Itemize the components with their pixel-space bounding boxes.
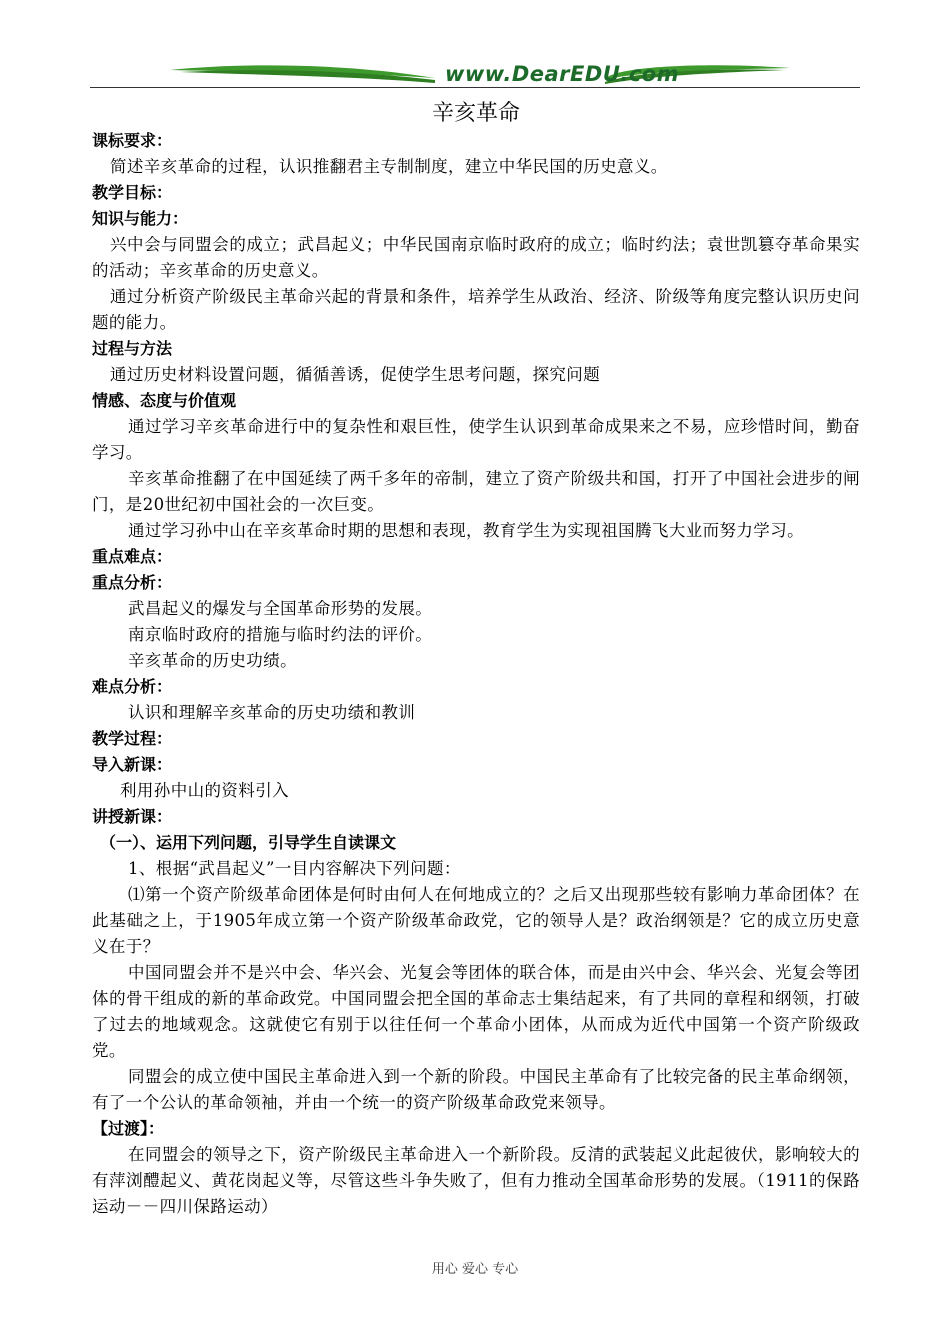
transition-heading: 【过渡】：	[92, 1119, 165, 1138]
answer-paragraph-2: 同盟会的成立使中国民主革命进入到一个新的阶段。中国民主革命有了比较完备的民主革命纲领，有了一个公认的革命领袖，并由一个统一的资产阶级革命政党来领导。	[92, 1067, 860, 1112]
diff-text: 认识和理解辛亥革命的历史功绩和教训	[128, 703, 416, 722]
key-item: 南京临时政府的措施与临时约法的评价。	[128, 625, 433, 644]
kebiao-heading: 课标要求：	[92, 131, 173, 150]
knowledge-heading: 知识与能力：	[92, 209, 189, 228]
process-text: 通过历史材料设置问题，循循善诱，促使学生思考问题，探究问题	[110, 365, 601, 384]
teach-heading: 教学过程：	[92, 729, 173, 748]
question-1-heading: 1、根据“武昌起义”一目内容解决下列问题：	[128, 859, 461, 878]
key-item: 辛亥革命的历史功绩。	[128, 651, 297, 670]
question-1-subquestion: ⑴第一个资产阶级革命团体是何时由何人在何地成立的？之后又出现那些较有影响力革命团体？在此基础之上，于1905年成立第一个资产阶级革命政党，它的领导人是？政治纲领是？它的成立历史意义在于？	[92, 885, 860, 956]
intro-heading: 导入新课：	[92, 755, 173, 774]
transition-text: 在同盟会的领导之下，资产阶级民主革命进入一个新阶段。反清的武装起义此起彼伏，影响较大的有萍浏醴起义、黄花岗起义等，尽管这些斗争失败了，但有力推动全国革命形势的发展。（1911的保路运动－－四川保路运动）	[92, 1145, 860, 1216]
knowledge-paragraph-1: 兴中会与同盟会的成立；武昌起义；中华民国南京临时政府的成立；临时约法；袁世凯篡夺革命果实的活动；辛亥革命的历史意义。	[92, 235, 860, 280]
header-divider	[90, 87, 860, 88]
key-heading: 重点分析：	[92, 573, 173, 592]
diff-heading: 难点分析：	[92, 677, 173, 696]
emotion-paragraph-2: 辛亥革命推翻了在中国延续了两千多年的帝制，建立了资产阶级共和国，打开了中国社会进步的闸门，是20世纪初中国社会的一次巨变。	[92, 469, 860, 514]
site-logo[interactable]: www.DearEDU.com	[445, 62, 680, 86]
emotion-paragraph-3: 通过学习孙中山在辛亥革命时期的思想和表现，教育学生为实现祖国腾飞大业而努力学习。	[128, 521, 804, 540]
document-body	[92, 98, 860, 1220]
lecture-heading: 讲授新课：	[92, 807, 173, 826]
header-banner	[90, 58, 860, 90]
emotion-paragraph-1: 通过学习辛亥革命进行中的复杂性和艰巨性，使学生认识到革命成果来之不易，应珍惜时间，勤奋学习。	[92, 417, 860, 462]
key-item: 武昌起义的爆发与全国革命形势的发展。	[128, 599, 433, 618]
emotion-heading: 情感、态度与价值观	[92, 391, 237, 410]
keydiff-heading: 重点难点：	[92, 547, 173, 566]
page-title: 辛亥革命	[431, 101, 520, 126]
goal-heading: 教学目标：	[92, 183, 173, 202]
part1-heading: （一）、运用下列问题，引导学生自读课文	[100, 833, 397, 852]
process-heading: 过程与方法	[92, 339, 173, 358]
intro-text: 利用孙中山的资料引入	[120, 781, 289, 800]
knowledge-paragraph-2: 通过分析资产阶级民主革命兴起的背景和条件，培养学生从政治、经济、阶级等角度完整认识历史问题的能力。	[92, 287, 860, 332]
page-footer: 用心 爱心 专心	[431, 1262, 519, 1277]
answer-paragraph-1: 中国同盟会并不是兴中会、华兴会、光复会等团体的联合体，而是由兴中会、华兴会、光复会等团体的骨干组成的新的革命政党。中国同盟会把全国的革命志士集结起来，有了共同的章程和纲领，打破了过去的地域观念。这就使它有别于以往任何一个革命小团体，从而成为近代中国第一个资产阶级政党。	[92, 963, 860, 1060]
kebiao-text: 简述辛亥革命的过程，认识推翻君主专制制度，建立中华民国的历史意义。	[110, 157, 668, 176]
